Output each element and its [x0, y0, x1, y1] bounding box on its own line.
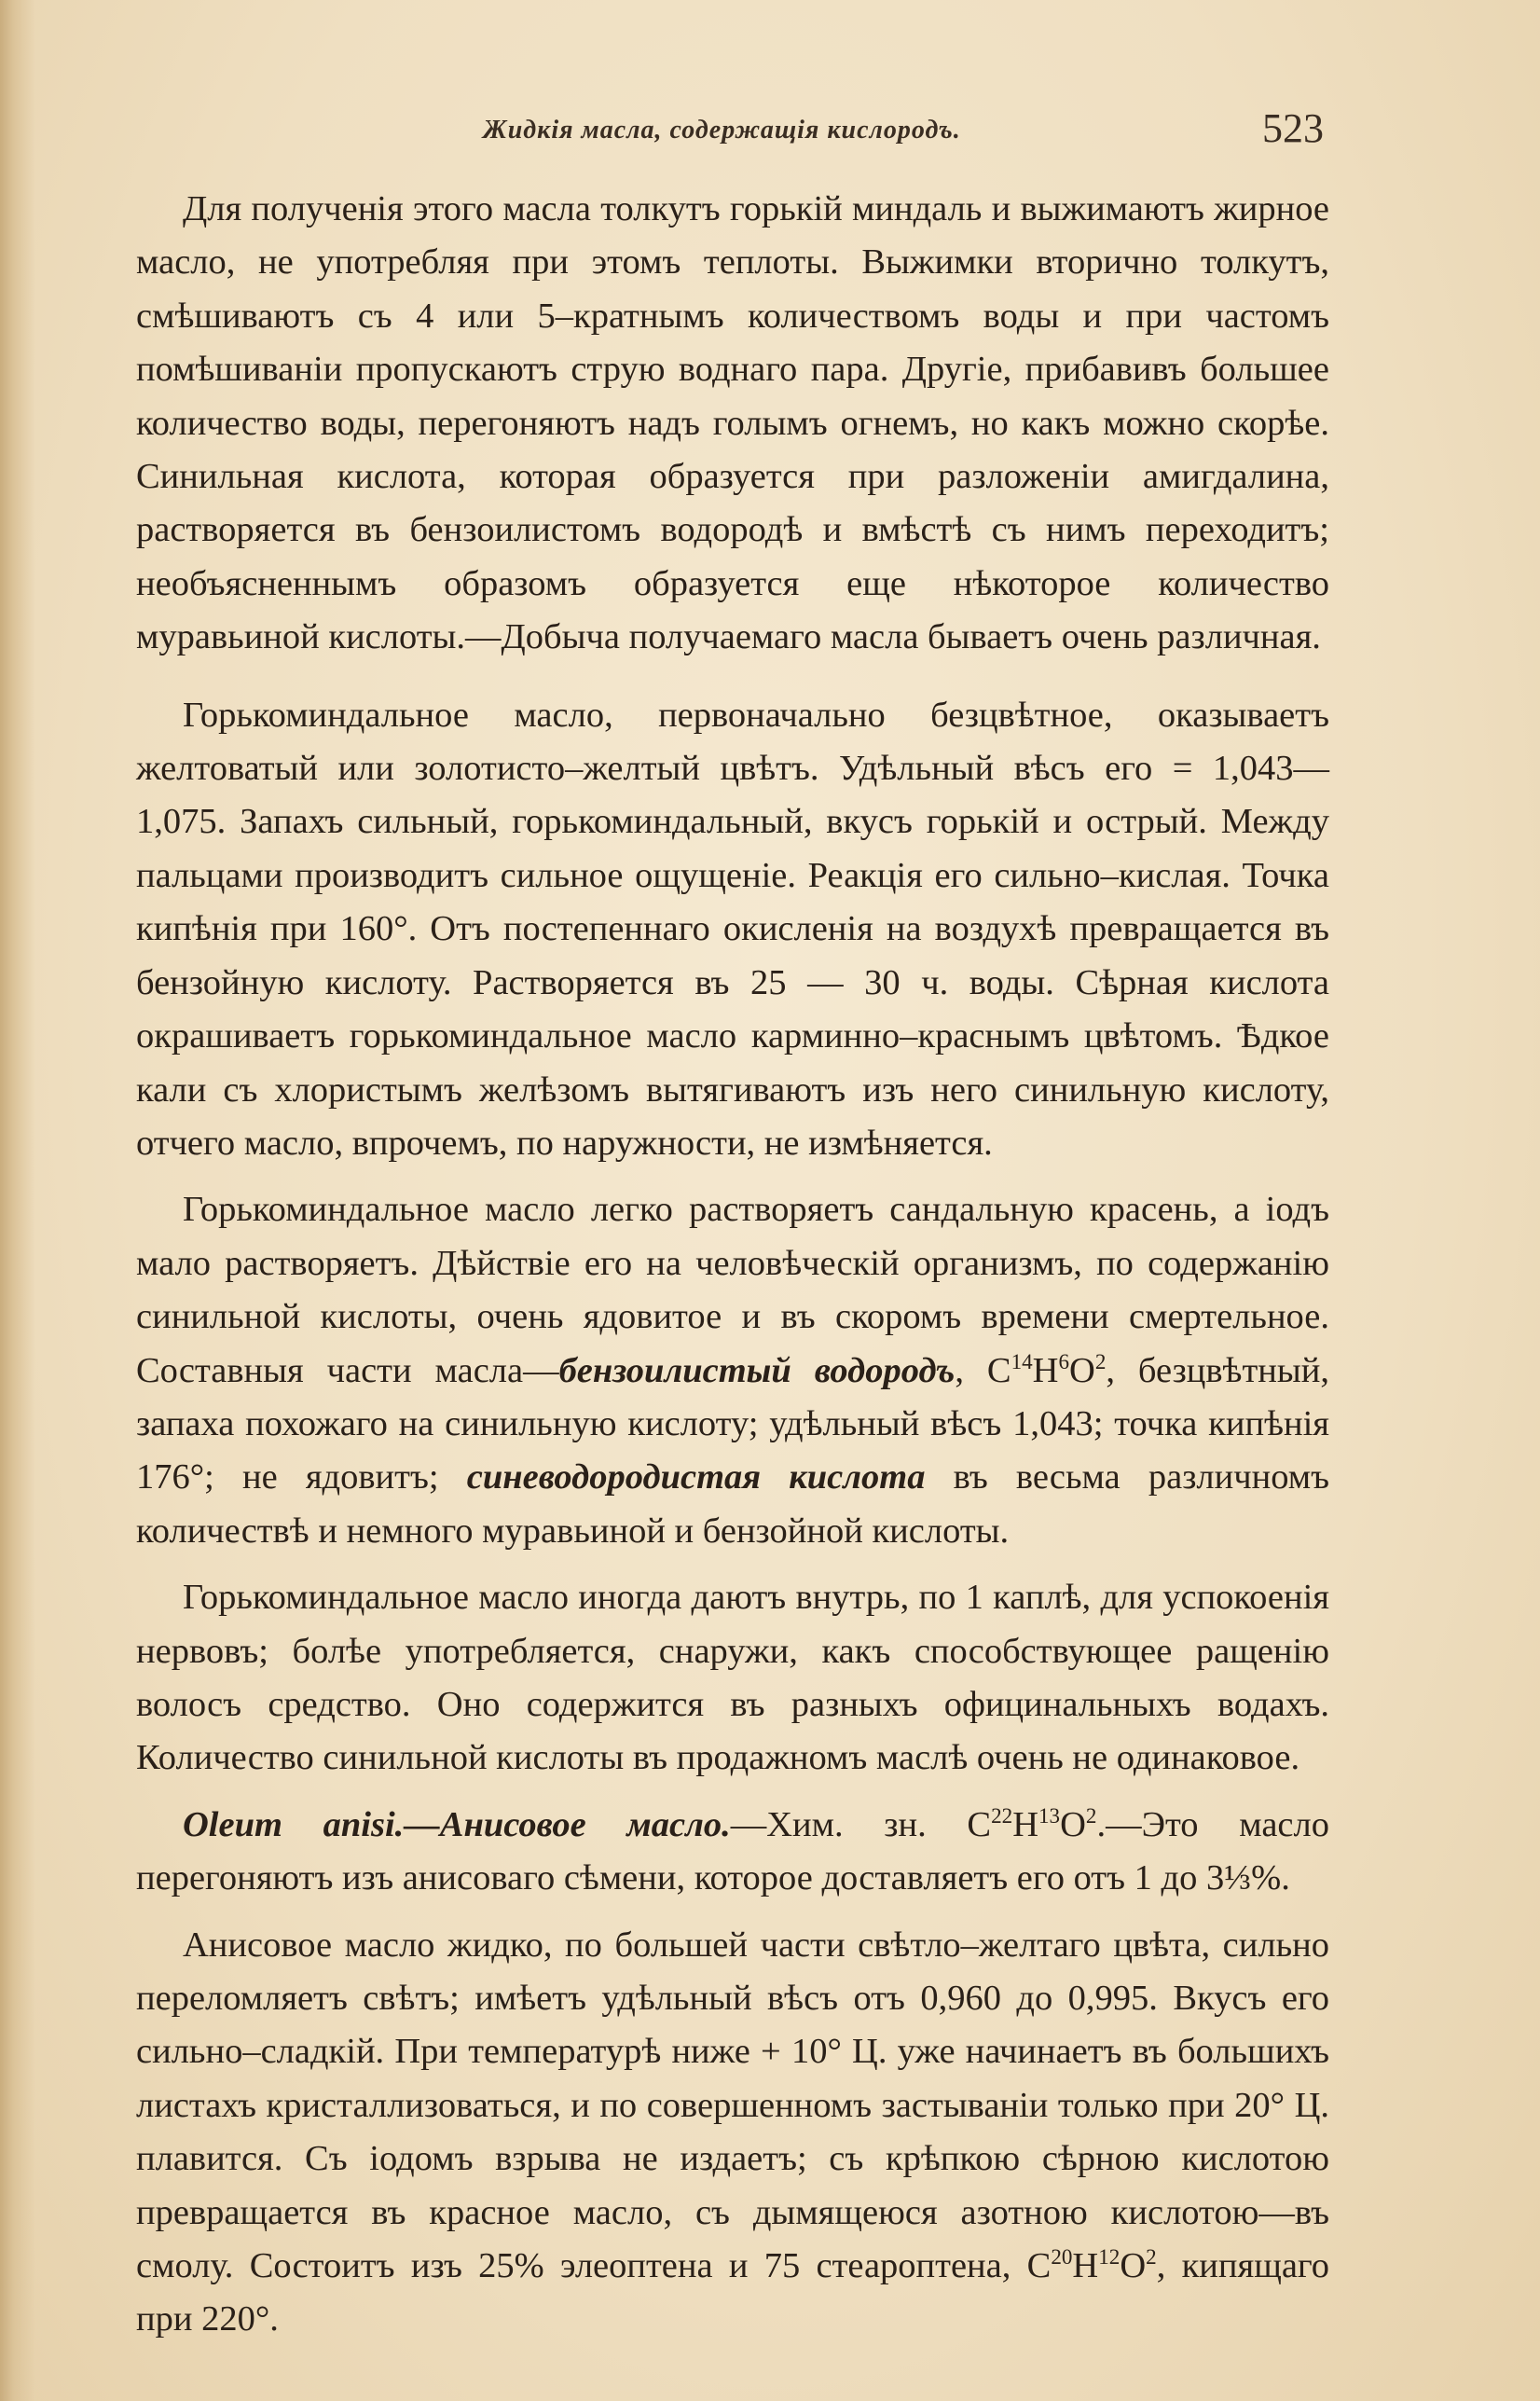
- text-run: , C: [955, 1350, 1011, 1390]
- text-run: —Хим. зн. C: [730, 1804, 992, 1844]
- paragraph-3: [136, 1183, 1329, 1558]
- body-text: [136, 183, 1329, 2360]
- text-run: H: [1032, 1350, 1059, 1390]
- text-run: , кипящаго при 220°.: [136, 2246, 1330, 2339]
- text-run: въ весьма различномъ количествѣ и немного муравьиной и бензойной кислоты.: [136, 1457, 1329, 1551]
- paragraph-5: [136, 1799, 1329, 1906]
- text-run: Горькоминдальное масло легко растворяетъ сандальную красень, а іодъ мало растворяетъ. Дѣйствіе его на человѣческій организмъ, по содержанію синильной кислоты, очень ядовитое и въ скоромъ времени смертельное. Составныя части масла—: [136, 1190, 1329, 1390]
- paragraph-4: Горькоминдальное масло иногда даютъ внутрь, по 1 каплѣ, для успокоенія нервовъ; болѣе употребляется, снаружи, какъ способствующее ращенію волосъ средство. Оно содержится въ разныхъ официнальныхъ водахъ. Количество синильной кислоты въ продажномъ маслѣ очень не одинаковое.: [136, 1578, 1329, 1778]
- text-run: O: [1120, 2246, 1147, 2286]
- page-edge-shadow: [0, 0, 35, 2401]
- paragraph-1: Для полученія этого масла толкутъ горькій миндаль и выжимаютъ жирное масло, не употребляя при этомъ теплоты. Выжимки вторично толкутъ, смѣшиваютъ съ 4 или 5–кратнымъ количествомъ воды и при частомъ помѣшиваніи пропускаютъ струю воднаго пара. Другіе, прибавивъ большее количество воды, перегоняютъ надъ голымъ огнемъ, но какъ можно скорѣе. Синильная кислота, которая образуется при разложеніи амигдалина, растворяется въ бензоилистомъ водородѣ и вмѣстѣ съ нимъ переходитъ; необъясненнымъ образомъ образуется еще нѣкоторое количество муравьиной кислоты.—Добыча получаемаго масла бываетъ очень различная.: [136, 189, 1329, 657]
- superscript: 2: [1085, 1802, 1097, 1828]
- italic-term-oleum-anisi: Oleum anisi.—Анисовое масло.: [183, 1804, 731, 1844]
- paragraph-6: [136, 1919, 1329, 2347]
- superscript: 6: [1058, 1348, 1070, 1373]
- superscript: 2: [1094, 1348, 1107, 1373]
- text-run: H: [1012, 1804, 1038, 1844]
- superscript: 14: [1011, 1348, 1033, 1373]
- superscript: 20: [1051, 2244, 1073, 2270]
- text-run: O: [1060, 1804, 1086, 1844]
- page-number: 523: [1262, 105, 1324, 151]
- text-run: H: [1072, 2246, 1099, 2286]
- running-head: Жидкія масла, содержащія кислородъ.: [483, 116, 961, 145]
- superscript: 2: [1146, 2244, 1157, 2270]
- text-run: Анисовое масло жидко, по большей части свѣтло–желтаго цвѣта, сильно переломляетъ свѣтъ; имѣетъ удѣльный вѣсъ отъ 0,960 до 0,995. Вкусъ его сильно–сладкій. При температурѣ ниже + 10° Ц. уже начинаетъ въ большихъ листахъ кристаллизоваться, и по совершенномъ застываніи только при 20° Ц. плавится. Съ іодомъ взрыва не издаетъ; съ крѣпкою сѣрною кислотою превращается въ красное масло, съ дымящеюся азотною кислотою—въ смолу. Состоитъ изъ 25% элеоптена и 75 стеароптена, C: [136, 1925, 1329, 2286]
- paragraph-2: Горькоминдальное масло, первоначально безцвѣтное, оказываетъ желтоватый или золотисто–желтый цвѣтъ. Удѣльный вѣсъ его = 1,043—1,075. Запахъ сильный, горькоминдальный, вкусъ горькій и острый. Между пальцами производитъ сильное ощущеніе. Реакція его сильно–кислая. Точка кипѣнія при 160°. Отъ постепеннаго окисленія на воздухѣ превращается въ бензойную кислоту. Растворяется въ 25 — 30 ч. воды. Сѣрная кислота окрашиваетъ горькоминдальное масло карминно–краснымъ цвѣтомъ. Ѣдкое кали съ хлористымъ желѣзомъ вытягиваютъ изъ него синильную кислоту, отчего масло, впрочемъ, по наружности, не измѣняется.: [136, 695, 1329, 1163]
- text-run: , безцвѣтный, запаха похожаго на синильную кислоту; удѣльный вѣсъ 1,043; точка кипѣнія 176°; не ядовитъ;: [136, 1350, 1329, 1497]
- italic-term-hydrocyanic-acid: синеводородистая кислота: [466, 1457, 926, 1497]
- text-run: .—Это масло перегоняютъ изъ анисоваго сѣмени, которое доставляетъ его отъ 1 до 3⅓%.: [136, 1804, 1329, 1898]
- superscript: 22: [991, 1802, 1013, 1828]
- superscript: 12: [1098, 2244, 1121, 2270]
- italic-term-benzoyl-hydrogen: бензоилистый водородъ: [558, 1350, 956, 1390]
- superscript: 13: [1038, 1802, 1061, 1828]
- text-run: O: [1069, 1350, 1095, 1390]
